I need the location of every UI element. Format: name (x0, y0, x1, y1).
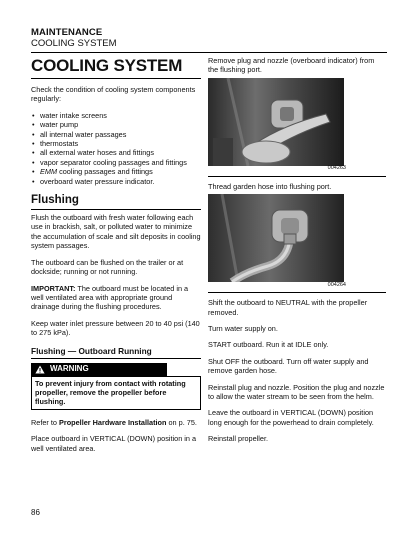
running-rule (31, 358, 201, 359)
photo-garden-hose (208, 194, 344, 282)
list-item: • overboard water pressure indicator. (40, 177, 201, 186)
propeller-link[interactable]: Propeller Hardware Installation (59, 417, 167, 427)
page-number: 86 (31, 508, 40, 517)
step-text: START outboard. Run it at IDLE only. (208, 340, 329, 350)
step-text: Shift the outboard to NEUTRAL with the propeller removed. (208, 298, 368, 317)
warning-icon (35, 365, 45, 374)
figure-code: 004264 (327, 281, 346, 288)
left-column (31, 56, 201, 460)
list-item: • vapor separator cooling passages and fittings (40, 158, 201, 167)
flushing-heading: Flushing (31, 194, 79, 207)
list-item: • all internal water passages (40, 130, 201, 139)
running-heading: Flushing — Outboard Running (31, 345, 152, 356)
step-text: Leave the outboard in VERTICAL (DOWN) position long enough for the powerhead to drain completely. (208, 408, 374, 427)
step-text: Shut OFF the outboard. Turn off water supply and remove garden hose. (208, 356, 369, 376)
photo-remove-plug (208, 78, 344, 166)
important-text: The outboard must be located in a well ventilated area with appropriate ground drainage during the flushing procedures. (31, 283, 189, 312)
subsection-title: COOLING SYSTEM (31, 38, 117, 49)
list-item: • all external water hoses and fittings (40, 148, 201, 157)
figure-code: 004263 (327, 165, 346, 172)
page-title: COOLING SYSTEM (31, 56, 183, 75)
figure-rule (208, 292, 386, 293)
intro-text: Check the condition of cooling system components regularly: (31, 85, 196, 104)
section-title: MAINTENANCE (31, 27, 103, 38)
list-item: • thermostats (40, 139, 201, 148)
step-text: Reinstall plug and nozzle. Position the plug and nozzle to allow the water stream to be seen from the helm. (208, 382, 385, 402)
flush-paragraph-2: The outboard can be flushed on the trailer or at dockside; running or not running. (31, 257, 184, 277)
figure-flushing-port (208, 78, 344, 174)
vertical-note: Place outboard in VERTICAL (DOWN) position in a well ventilated area. (31, 434, 197, 453)
component-list (31, 111, 201, 186)
list-item (40, 167, 201, 176)
warning-label: WARNING (50, 364, 89, 374)
figure-rule (208, 176, 386, 177)
header-rule (31, 52, 387, 53)
step-text: Turn water supply on. (208, 324, 278, 334)
refer-note (31, 418, 201, 427)
list-item: • water intake screens (40, 111, 201, 120)
page-header (31, 27, 387, 53)
important-label: IMPORTANT: (31, 283, 76, 293)
warning-text: To prevent injury from contact with rotating propeller, remove the propeller before flushing. (31, 376, 201, 410)
figure-garden-hose (208, 194, 344, 290)
flushing-rule (31, 209, 201, 210)
emm-term: EMM (40, 167, 58, 177)
right-column (208, 56, 386, 451)
list-item: • water pump (40, 120, 201, 129)
refer-post: on p. 75. (168, 417, 197, 427)
warning-header (31, 363, 167, 376)
flush-paragraph-1: Flush the outboard with fresh water following each use in brackish, salt, or polluted water to minimize the accumulation of scale and silt deposits in cooling system passages. (31, 213, 201, 251)
emm-rest: cooling passages and fittings (59, 167, 153, 177)
important-note (31, 284, 201, 312)
thread-hose-text: Thread garden hose into flushing port. (208, 181, 332, 191)
step-text: Reinstall propeller. (208, 434, 269, 444)
refer-pre: Refer to (31, 417, 57, 427)
pressure-note: Keep water inlet pressure between 20 to 40 psi (140 to 275 kPa). (31, 318, 200, 338)
title-rule (31, 78, 201, 79)
remove-plug-text: Remove plug and nozzle (overboard indicator) from the flushing port. (208, 56, 375, 75)
